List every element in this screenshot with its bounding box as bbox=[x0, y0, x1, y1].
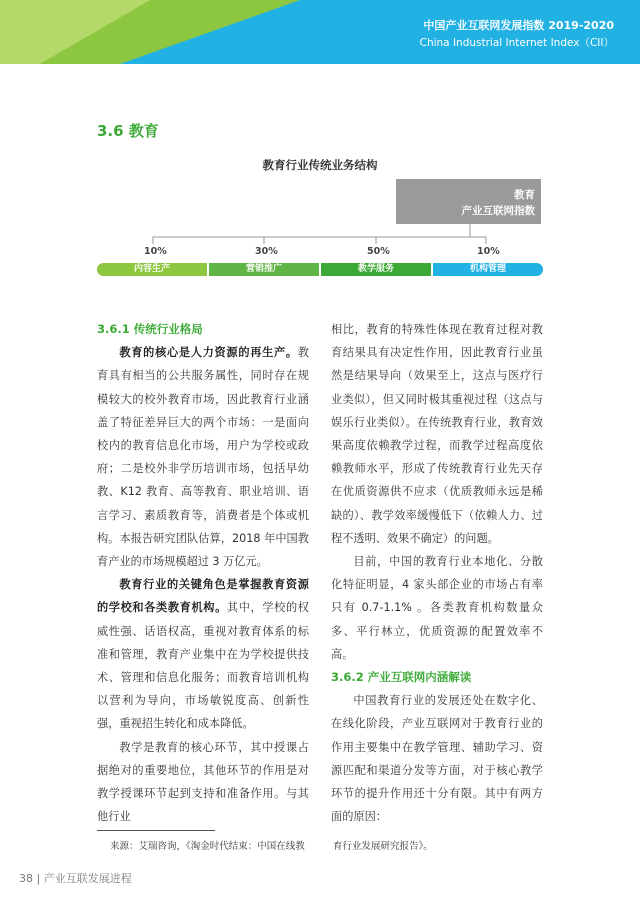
section-title: 3.6 教育 bbox=[97, 122, 159, 140]
footnote-divider bbox=[97, 830, 215, 831]
left-p1-text: 教育具有相当的公共服务属性，同时存在规模较大的校外教育市场，因此教育行业涵盖了特征差异巨大的两个市场：一是面向校内的教育信息化市场，用户为学校或政府；二是校外非学历培训市场，包括早幼教、K12 教育、高等教育、职业培训、语言学习、素质教育等，消费者是个体或机构。本报告研究团队估算，2018 年中国教育产业的市场规模超过 3 万亿元。 bbox=[97, 346, 309, 569]
segment-teaching-service: 教学服务 bbox=[321, 263, 431, 276]
percent-management: 10% bbox=[477, 246, 500, 257]
page-footer: 38 | 产业互联发展进程 bbox=[19, 872, 132, 885]
segment-marketing: 营销推广 bbox=[209, 263, 319, 276]
left-paragraph-1 bbox=[97, 341, 309, 573]
report-subtitle: China Industrial Internet Index（CII） bbox=[419, 37, 614, 49]
index-label-line2: 产业互联网指数 bbox=[461, 205, 535, 217]
footnote-right: 育行业发展研究报告》。 bbox=[333, 841, 433, 852]
percent-marketing: 30% bbox=[255, 246, 278, 257]
index-label-box bbox=[396, 179, 541, 224]
bracket-lines bbox=[0, 220, 640, 250]
percent-teaching: 50% bbox=[367, 246, 390, 257]
left-p1-bold: 教育的核心是人力资源的再生产。 bbox=[119, 346, 298, 360]
index-label-line1: 教育 bbox=[514, 189, 535, 201]
left-paragraph-3: 教学是教育的核心环节，其中授课占据绝对的重要地位，其他环节的作用是对教学授课环节起到支持和准备作用。与其他行业 bbox=[97, 740, 309, 824]
right-column bbox=[331, 318, 543, 828]
diagram-title: 教育行业传统业务结构 bbox=[262, 158, 378, 172]
page-header bbox=[0, 0, 640, 64]
subsection-heading-361: 3.6.1 传统行业格局 bbox=[97, 322, 203, 336]
left-p2-bold: 教育行业的关键角色是掌握教育资源的学校和各类教育机构。 bbox=[97, 578, 309, 615]
right-paragraph-1: 相比，教育的特殊性体现在教育过程对教育结果具有决定性作用，因此教育行业虽然是结果导向（效果至上，这点与医疗行业类似），但又同时极其重视过程（这点与娱乐行业类似）。在传统教育行业，教育效果高度依赖教学过程，而教学过程高度依赖教师水平，形成了传统教育行业先天存在优质资源供不应求（优质教师永远是稀缺的）、教学效率缓慢低下（依赖人力、过程不透明、效果不确定）的问题。 bbox=[331, 323, 543, 545]
segment-institution-management: 机构管理 bbox=[433, 263, 543, 276]
subsection-heading-362: 3.6.2 产业互联网内涵解读 bbox=[331, 670, 472, 685]
percent-content: 10% bbox=[144, 246, 167, 257]
left-paragraph-2 bbox=[97, 573, 309, 735]
left-p2-text: 其中，学校的权威性强、话语权高，重视对教育体系的标准和管理，教育产业集中在为学校提供技术、管理和信息化服务；而教育培训机构以营利为导向，市场敏锐度高、创新性强，重视招生转化和成本降低。 bbox=[97, 601, 309, 731]
footnote-left: 来源：艾瑞咨询，《淘金时代结束：中国在线教 bbox=[110, 841, 305, 852]
report-title: 中国产业互联网发展指数 2019-2020 bbox=[423, 19, 614, 32]
right-paragraph-3: 中国教育行业的发展还处在数字化、在线化阶段，产业互联网对于教育行业的作用主要集中在教学管理、辅助学习、资源匹配和渠道分发等方面，对于核心教学环节的提升作用还十分有限。其中有两方面的原因： bbox=[331, 694, 543, 824]
segment-content-production: 内容生产 bbox=[97, 263, 207, 276]
left-column bbox=[97, 318, 309, 828]
right-paragraph-2: 目前，中国的教育行业本地化、分散化特征明显，4 家头部企业的市场占有率只有 0.7-1.1% 。各类教育机构数量众多、平行林立，优质资源的配置效率不高。 bbox=[331, 555, 543, 661]
